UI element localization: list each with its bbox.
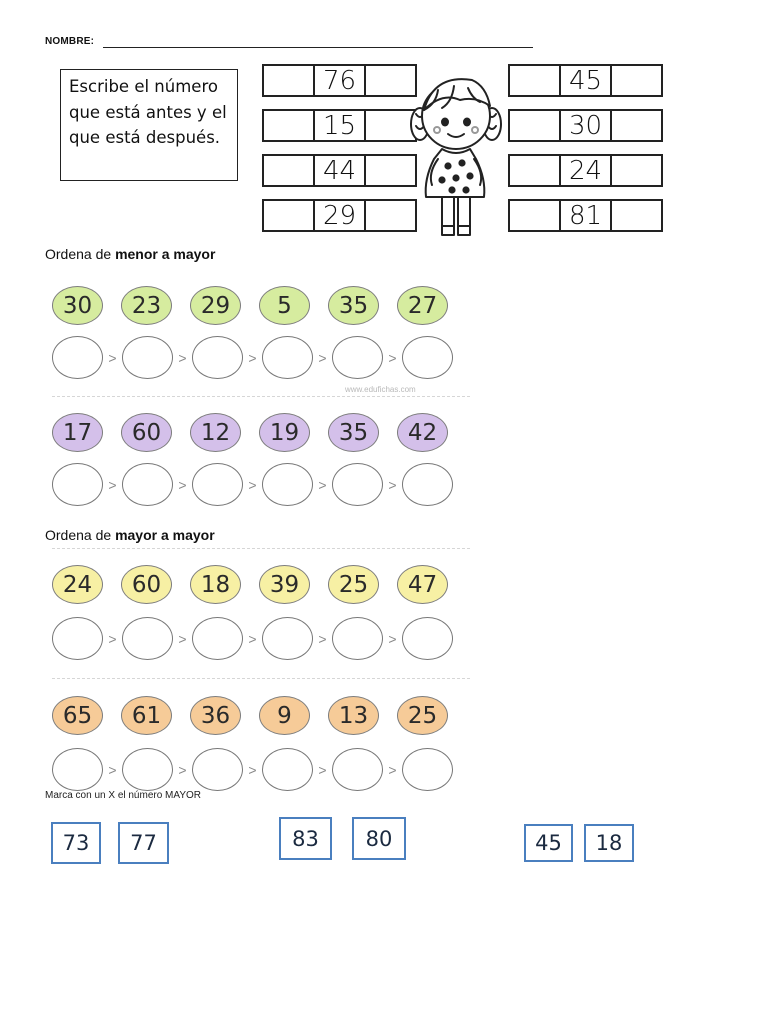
number-circle: 19	[259, 413, 310, 452]
number-circle: 65	[52, 696, 103, 735]
number-box[interactable]: 73	[51, 822, 101, 864]
dashed-divider	[52, 396, 470, 397]
answer-circle[interactable]	[402, 617, 453, 660]
number-box[interactable]: 83	[279, 817, 332, 860]
number-row	[508, 109, 663, 142]
number-circle: 36	[190, 696, 241, 735]
section-title-prefix: Ordena de	[45, 246, 116, 262]
answer-circle[interactable]	[262, 748, 313, 791]
before-box[interactable]	[508, 64, 561, 97]
number-circle: 29	[190, 286, 241, 325]
number-box[interactable]: 45	[524, 824, 573, 862]
greater-than-sign: >	[388, 630, 397, 647]
answer-circle[interactable]	[332, 617, 383, 660]
greater-than-sign: >	[388, 476, 397, 493]
girl-illustration	[408, 66, 504, 240]
number-row	[262, 109, 417, 142]
answer-circle[interactable]	[192, 617, 243, 660]
number-box[interactable]: 18	[584, 824, 634, 862]
instruction-text: Escribe el número que está antes y el que está después.	[69, 77, 227, 147]
number-row	[262, 199, 417, 232]
number-row	[508, 154, 663, 187]
number-circle: 30	[52, 286, 103, 325]
section-title	[45, 527, 215, 543]
section-title: Marca con un X el número MAYOR	[45, 790, 201, 801]
answer-circle[interactable]	[52, 463, 103, 506]
answer-circle[interactable]	[332, 748, 383, 791]
answer-circle[interactable]	[402, 748, 453, 791]
greater-than-sign: >	[178, 761, 187, 778]
given-number: 30	[559, 109, 612, 142]
nombre-label: NOMBRE:	[45, 36, 95, 47]
answer-circle[interactable]	[122, 336, 173, 379]
greater-than-sign: >	[108, 476, 117, 493]
answer-circle[interactable]	[192, 336, 243, 379]
given-number: 45	[559, 64, 612, 97]
answer-circle[interactable]	[52, 748, 103, 791]
greater-than-sign: >	[178, 349, 187, 366]
before-box[interactable]	[262, 154, 315, 187]
greater-than-sign: >	[108, 349, 117, 366]
after-box[interactable]	[610, 109, 663, 142]
given-number: 29	[313, 199, 366, 232]
after-box[interactable]	[610, 199, 663, 232]
before-box[interactable]	[508, 109, 561, 142]
number-circle-row	[52, 565, 448, 604]
greater-than-sign: >	[318, 476, 327, 493]
given-number: 81	[559, 199, 612, 232]
number-circle-row	[52, 413, 448, 452]
greater-than-sign: >	[388, 761, 397, 778]
number-circle-row	[52, 696, 448, 735]
number-circle: 25	[397, 696, 448, 735]
answer-circle[interactable]	[262, 336, 313, 379]
given-number: 44	[313, 154, 366, 187]
answer-circle[interactable]	[192, 463, 243, 506]
dashed-divider	[52, 678, 470, 679]
greater-than-sign: >	[318, 761, 327, 778]
number-circle: 23	[121, 286, 172, 325]
given-number: 76	[313, 64, 366, 97]
nombre-input-line[interactable]	[103, 47, 533, 48]
number-circle: 35	[328, 286, 379, 325]
answer-circle[interactable]	[332, 336, 383, 379]
before-box[interactable]	[508, 199, 561, 232]
answer-circle[interactable]	[402, 336, 453, 379]
number-circle-row	[52, 286, 448, 325]
number-circle: 42	[397, 413, 448, 452]
section-title-prefix: Ordena de	[45, 527, 116, 543]
number-row	[262, 154, 417, 187]
answer-row	[52, 336, 453, 379]
dashed-divider	[52, 548, 470, 549]
number-circle: 39	[259, 565, 310, 604]
answer-circle[interactable]	[122, 463, 173, 506]
number-circle: 60	[121, 413, 172, 452]
answer-circle[interactable]	[122, 748, 173, 791]
answer-circle[interactable]	[402, 463, 453, 506]
number-box[interactable]: 80	[352, 817, 406, 860]
answer-row	[52, 617, 453, 660]
greater-than-sign: >	[318, 349, 327, 366]
number-circle: 25	[328, 565, 379, 604]
greater-than-sign: >	[248, 630, 257, 647]
instruction-box	[60, 69, 238, 181]
number-circle: 5	[259, 286, 310, 325]
number-circle: 24	[52, 565, 103, 604]
number-circle: 60	[121, 565, 172, 604]
number-row	[508, 64, 663, 97]
answer-row	[52, 748, 453, 791]
number-circle: 61	[121, 696, 172, 735]
answer-circle[interactable]	[192, 748, 243, 791]
before-box[interactable]	[262, 199, 315, 232]
section-title	[45, 246, 215, 262]
after-box[interactable]	[610, 154, 663, 187]
answer-circle[interactable]	[262, 617, 313, 660]
greater-than-sign: >	[248, 349, 257, 366]
before-box[interactable]	[262, 64, 315, 97]
greater-than-sign: >	[178, 476, 187, 493]
given-number: 15	[313, 109, 366, 142]
greater-than-sign: >	[248, 476, 257, 493]
number-circle: 47	[397, 565, 448, 604]
number-box[interactable]: 77	[118, 822, 169, 864]
number-row	[508, 199, 663, 232]
section-title-bold: menor a mayor	[115, 246, 216, 262]
answer-circle[interactable]	[262, 463, 313, 506]
number-row	[262, 64, 417, 97]
after-box[interactable]	[610, 64, 663, 97]
greater-than-sign: >	[108, 630, 117, 647]
number-circle: 35	[328, 413, 379, 452]
watermark-text: www.edufichas.com	[345, 385, 416, 394]
answer-row	[52, 463, 453, 506]
number-circle: 9	[259, 696, 310, 735]
section-title-bold: mayor a mayor	[115, 527, 215, 543]
answer-circle[interactable]	[332, 463, 383, 506]
given-number: 24	[559, 154, 612, 187]
number-circle: 27	[397, 286, 448, 325]
greater-than-sign: >	[318, 630, 327, 647]
answer-circle[interactable]	[122, 617, 173, 660]
number-circle: 17	[52, 413, 103, 452]
answer-circle[interactable]	[52, 336, 103, 379]
number-circle: 18	[190, 565, 241, 604]
greater-than-sign: >	[248, 761, 257, 778]
greater-than-sign: >	[108, 761, 117, 778]
greater-than-sign: >	[178, 630, 187, 647]
number-circle: 13	[328, 696, 379, 735]
greater-than-sign: >	[388, 349, 397, 366]
answer-circle[interactable]	[52, 617, 103, 660]
number-circle: 12	[190, 413, 241, 452]
before-box[interactable]	[262, 109, 315, 142]
before-box[interactable]	[508, 154, 561, 187]
